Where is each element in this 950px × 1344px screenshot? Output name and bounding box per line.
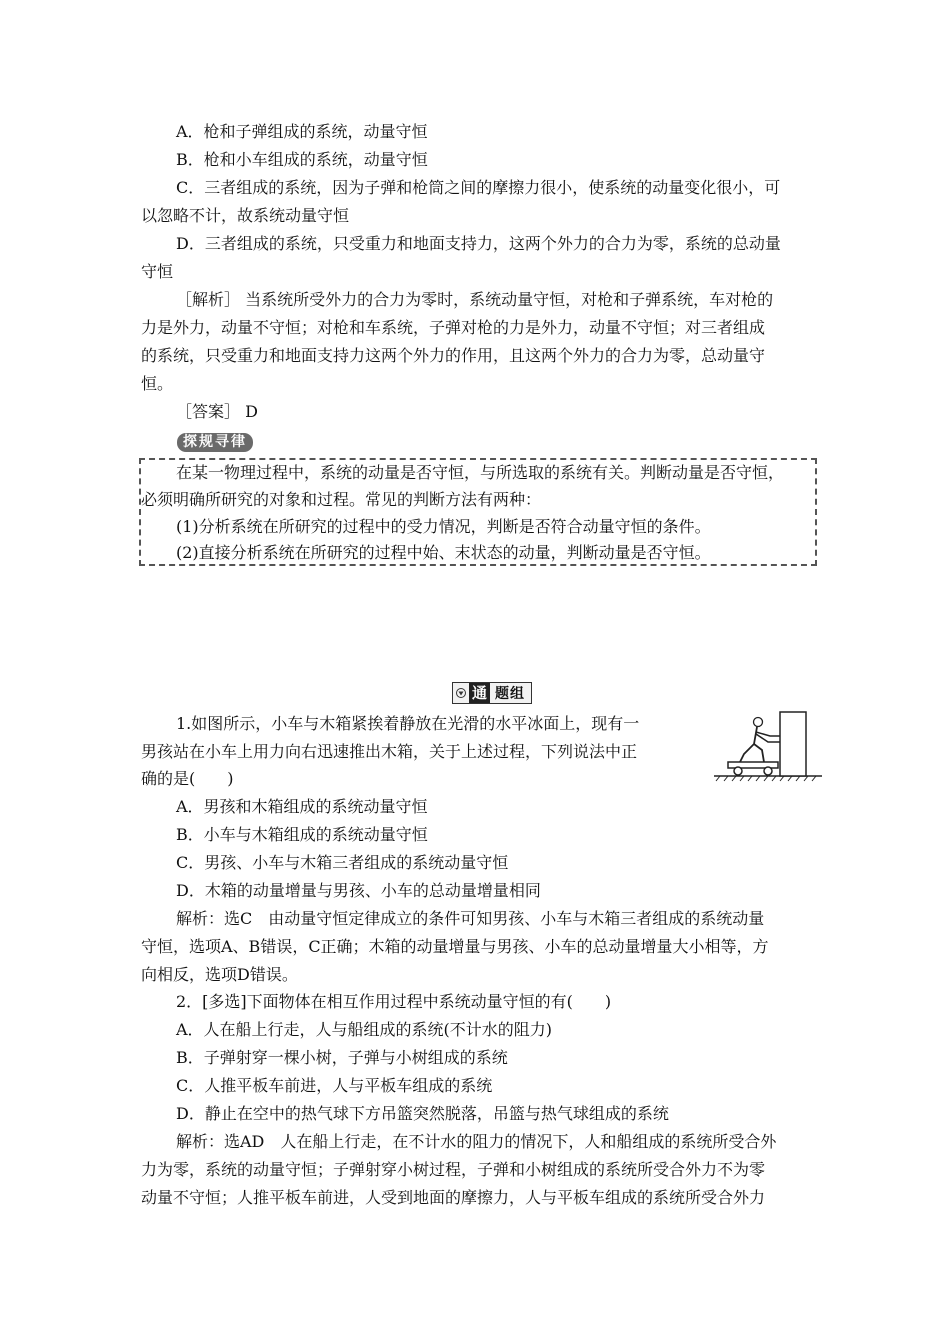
q1-solution-line3: 向相反，选项D错误。 [141,965,298,984]
q1-stem-line2: 男孩站在小车上用力向右迅速推出木箱，关于上述过程，下列说法中正 [141,742,638,761]
group-badge-main: 通 [469,683,490,703]
analysis-line1: ［解析］ 当系统所受外力的合力为零时，系统动量守恒，对枪和子弹系统，车对枪的 [176,290,774,309]
q1-option-b: B．小车与木箱组成的系统动量守恒 [176,825,428,844]
analysis-line3: 的系统，只受重力和地面支持力这两个外力的作用，且这两个外力的合力为零，总动量守 [141,346,766,365]
q2-stem: 2．[多选]下面物体在相互作用过程中系统动量守恒的有( ) [176,992,612,1011]
rule-line1: 在某一物理过程中，系统的动量是否守恒，与所选取的系统有关。判断动量是否守恒， [176,463,785,482]
analysis-line4: 恒。 [141,374,174,393]
triangle-icon [456,688,466,698]
option-d-line1: D．三者组成的系统，只受重力和地面支持力，这两个外力的合力为零，系统的总动量 [176,234,781,253]
option-d-line2: 守恒 [141,262,174,281]
q1-option-a: A．男孩和木箱组成的系统动量守恒 [176,797,428,816]
q2-option-b: B．子弹射穿一棵小树，子弹与小树组成的系统 [176,1048,508,1067]
rule-line2: 必须明确所研究的对象和过程。常见的判断方法有两种： [141,490,542,509]
rule-box [139,458,817,566]
q1-solution-line1: 解析：选C 由动量守恒定律成立的条件可知男孩、小车与木箱三者组成的系统动量 [176,909,765,928]
q1-stem-line1: 1.如图所示，小车与木箱紧挨着静放在光滑的水平冰面上，现有一 [176,714,640,733]
q1-stem-line3: 确的是( ) [141,769,234,788]
q2-option-d: D．静止在空中的热气球下方吊篮突然脱落，吊篮与热气球组成的系统 [176,1104,669,1123]
option-a: A．枪和子弹组成的系统，动量守恒 [176,122,428,141]
q2-solution-line2: 力为零，系统的动量守恒；子弹射穿小树过程，子弹和小树组成的系统所受合外力不为零 [141,1160,766,1179]
group-badge-sub: 题组 [495,686,526,702]
q2-option-c: C．人推平板车前进，人与平板车组成的系统 [176,1076,493,1095]
boy-cart-box-figure [714,710,822,782]
q2-option-a: A．人在船上行走，人与船组成的系统(不计水的阻力) [176,1020,553,1039]
option-c-line1: C．三者组成的系统，因为子弹和枪筒之间的摩擦力很小，使系统的动量变化很小，可 [176,178,781,197]
q2-solution-line3: 动量不守恒；人推平板车前进，人受到地面的摩擦力，人与平板车组成的系统所受合外力 [141,1188,766,1207]
q2-solution-line1: 解析：选AD 人在船上行走，在不计水的阻力的情况下，人和船组成的系统所受合外 [176,1132,777,1151]
analysis-line2: 力是外力，动量不守恒；对枪和车系统，子弹对枪的力是外力，动量不守恒；对三者组成 [141,318,766,337]
q1-option-c: C．男孩、小车与木箱三者组成的系统动量守恒 [176,853,509,872]
option-c-line2: 以忽略不计，故系统动量守恒 [141,206,350,225]
question-group-badge [452,682,532,704]
rule-badge: 探规寻律 [177,433,253,452]
rule-line3: (1)分析系统在所研究的过程中的受力情况，判断是否符合动量守恒的条件。 [176,517,711,536]
q1-option-d: D．木箱的动量增量与男孩、小车的总动量增量相同 [176,881,541,900]
option-b: B．枪和小车组成的系统，动量守恒 [176,150,428,169]
answer-line: ［答案］ D [176,402,258,421]
q1-solution-line2: 守恒，选项A、B错误，C正确；木箱的动量增量与男孩、小车的总动量增量大小相等，方 [141,937,769,956]
rule-line4: (2)直接分析系统在所研究的过程中始、末状态的动量，判断动量是否守恒。 [176,543,711,562]
